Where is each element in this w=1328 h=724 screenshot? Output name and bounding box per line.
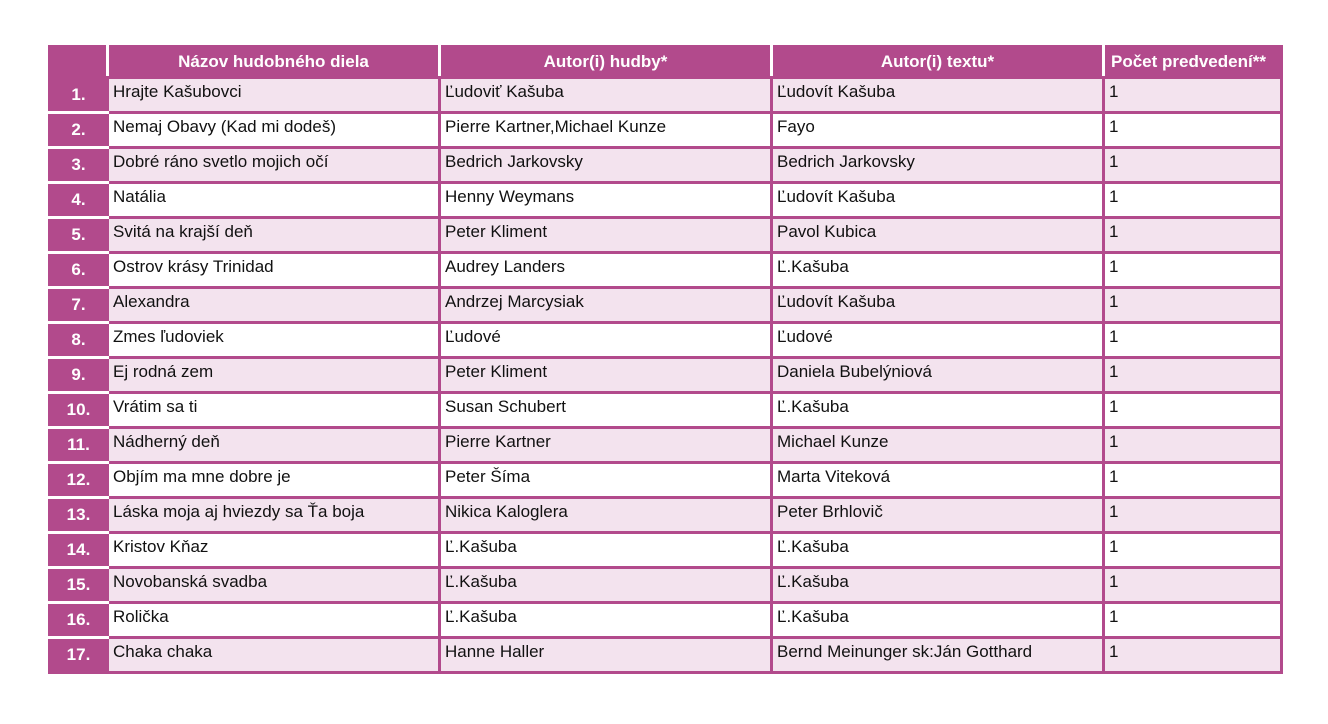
performance-count: 1	[1104, 463, 1282, 498]
table-row	[50, 428, 1282, 463]
performance-count: 1	[1104, 183, 1282, 218]
music-author: Pierre Kartner	[440, 428, 772, 463]
table-row	[50, 218, 1282, 253]
table-row	[50, 358, 1282, 393]
table-header	[50, 47, 1282, 78]
music-author: Audrey Landers	[440, 253, 772, 288]
lyrics-author: Fayo	[772, 113, 1104, 148]
row-number: 1.	[50, 78, 108, 113]
song-title: Natália	[108, 183, 440, 218]
performance-count: 1	[1104, 358, 1282, 393]
song-title: Objím ma mne dobre je	[108, 463, 440, 498]
music-author: Peter Kliment	[440, 358, 772, 393]
table-row	[50, 183, 1282, 218]
performance-count: 1	[1104, 498, 1282, 533]
table-row	[50, 148, 1282, 183]
row-number: 17.	[50, 638, 108, 673]
song-title: Ostrov krásy Trinidad	[108, 253, 440, 288]
song-title: Hrajte Kašubovci	[108, 78, 440, 113]
song-title: Ej rodná zem	[108, 358, 440, 393]
song-title: Nádherný deň	[108, 428, 440, 463]
music-author: Bedrich Jarkovsky	[440, 148, 772, 183]
lyrics-author: Ľ.Kašuba	[772, 253, 1104, 288]
music-author: Ľudové	[440, 323, 772, 358]
lyrics-author: Ľudovít Kašuba	[772, 183, 1104, 218]
lyrics-author: Bedrich Jarkovsky	[772, 148, 1104, 183]
table-row	[50, 603, 1282, 638]
row-number: 15.	[50, 568, 108, 603]
row-number: 3.	[50, 148, 108, 183]
song-title: Zmes ľudoviek	[108, 323, 440, 358]
row-number: 9.	[50, 358, 108, 393]
music-author: Susan Schubert	[440, 393, 772, 428]
lyrics-author: Peter Brhlovič	[772, 498, 1104, 533]
performance-count: 1	[1104, 113, 1282, 148]
lyrics-author: Ľudovít Kašuba	[772, 78, 1104, 113]
row-number: 4.	[50, 183, 108, 218]
table-row	[50, 393, 1282, 428]
song-title: Rolička	[108, 603, 440, 638]
lyrics-author: Ľ.Kašuba	[772, 533, 1104, 568]
song-title: Alexandra	[108, 288, 440, 323]
row-number: 14.	[50, 533, 108, 568]
song-title: Láska moja aj hviezdy sa Ťa boja	[108, 498, 440, 533]
lyrics-author: Bernd Meinunger sk:Ján Gotthard	[772, 638, 1104, 673]
lyrics-author: Daniela Bubelýniová	[772, 358, 1104, 393]
lyrics-author: Michael Kunze	[772, 428, 1104, 463]
music-author: Peter Kliment	[440, 218, 772, 253]
performance-count: 1	[1104, 393, 1282, 428]
music-author: Ľudoviť Kašuba	[440, 78, 772, 113]
music-author: Andrzej Marcysiak	[440, 288, 772, 323]
song-title: Novobanská svadba	[108, 568, 440, 603]
lyrics-author: Pavol Kubica	[772, 218, 1104, 253]
table-body	[50, 78, 1282, 673]
music-author: Pierre Kartner,Michael Kunze	[440, 113, 772, 148]
lyrics-author: Ľ.Kašuba	[772, 603, 1104, 638]
lyrics-author: Ľ.Kašuba	[772, 568, 1104, 603]
header-lyrics-authors: Autor(i) textu*	[772, 47, 1104, 78]
song-title: Svitá na krajší deň	[108, 218, 440, 253]
song-title: Vrátim sa ti	[108, 393, 440, 428]
header-title: Názov hudobného diela	[108, 47, 440, 78]
row-number: 10.	[50, 393, 108, 428]
performance-count: 1	[1104, 533, 1282, 568]
header-row	[50, 47, 1282, 78]
music-author: Nikica Kaloglera	[440, 498, 772, 533]
lyrics-author: Ľudové	[772, 323, 1104, 358]
performances-table	[48, 45, 1283, 674]
table-row	[50, 498, 1282, 533]
table-row	[50, 78, 1282, 113]
music-author: Ľ.Kašuba	[440, 568, 772, 603]
song-title: Dobré ráno svetlo mojich očí	[108, 148, 440, 183]
performance-count: 1	[1104, 638, 1282, 673]
lyrics-author: Ľ.Kašuba	[772, 393, 1104, 428]
music-author: Hanne Haller	[440, 638, 772, 673]
header-music-authors: Autor(i) hudby*	[440, 47, 772, 78]
row-number: 2.	[50, 113, 108, 148]
table-row	[50, 568, 1282, 603]
header-number	[50, 47, 108, 78]
performance-count: 1	[1104, 253, 1282, 288]
table-row	[50, 323, 1282, 358]
music-author: Peter Šíma	[440, 463, 772, 498]
music-author: Henny Weymans	[440, 183, 772, 218]
performance-count: 1	[1104, 148, 1282, 183]
row-number: 16.	[50, 603, 108, 638]
row-number: 13.	[50, 498, 108, 533]
performance-count: 1	[1104, 288, 1282, 323]
row-number: 8.	[50, 323, 108, 358]
row-number: 6.	[50, 253, 108, 288]
lyrics-author: Ľudovít Kašuba	[772, 288, 1104, 323]
performance-count: 1	[1104, 428, 1282, 463]
song-title: Nemaj Obavy (Kad mi dodeš)	[108, 113, 440, 148]
performance-count: 1	[1104, 323, 1282, 358]
music-author: Ľ.Kašuba	[440, 603, 772, 638]
row-number: 12.	[50, 463, 108, 498]
performance-count: 1	[1104, 603, 1282, 638]
table-row	[50, 638, 1282, 673]
lyrics-author: Marta Viteková	[772, 463, 1104, 498]
row-number: 7.	[50, 288, 108, 323]
table-row	[50, 113, 1282, 148]
table-row	[50, 463, 1282, 498]
song-title: Kristov Kňaz	[108, 533, 440, 568]
music-author: Ľ.Kašuba	[440, 533, 772, 568]
header-performance-count: Počet predvedení**	[1104, 47, 1282, 78]
performance-count: 1	[1104, 218, 1282, 253]
row-number: 11.	[50, 428, 108, 463]
song-title: Chaka chaka	[108, 638, 440, 673]
table-row	[50, 533, 1282, 568]
performance-count: 1	[1104, 78, 1282, 113]
performance-count: 1	[1104, 568, 1282, 603]
table-row	[50, 253, 1282, 288]
table-row	[50, 288, 1282, 323]
row-number: 5.	[50, 218, 108, 253]
